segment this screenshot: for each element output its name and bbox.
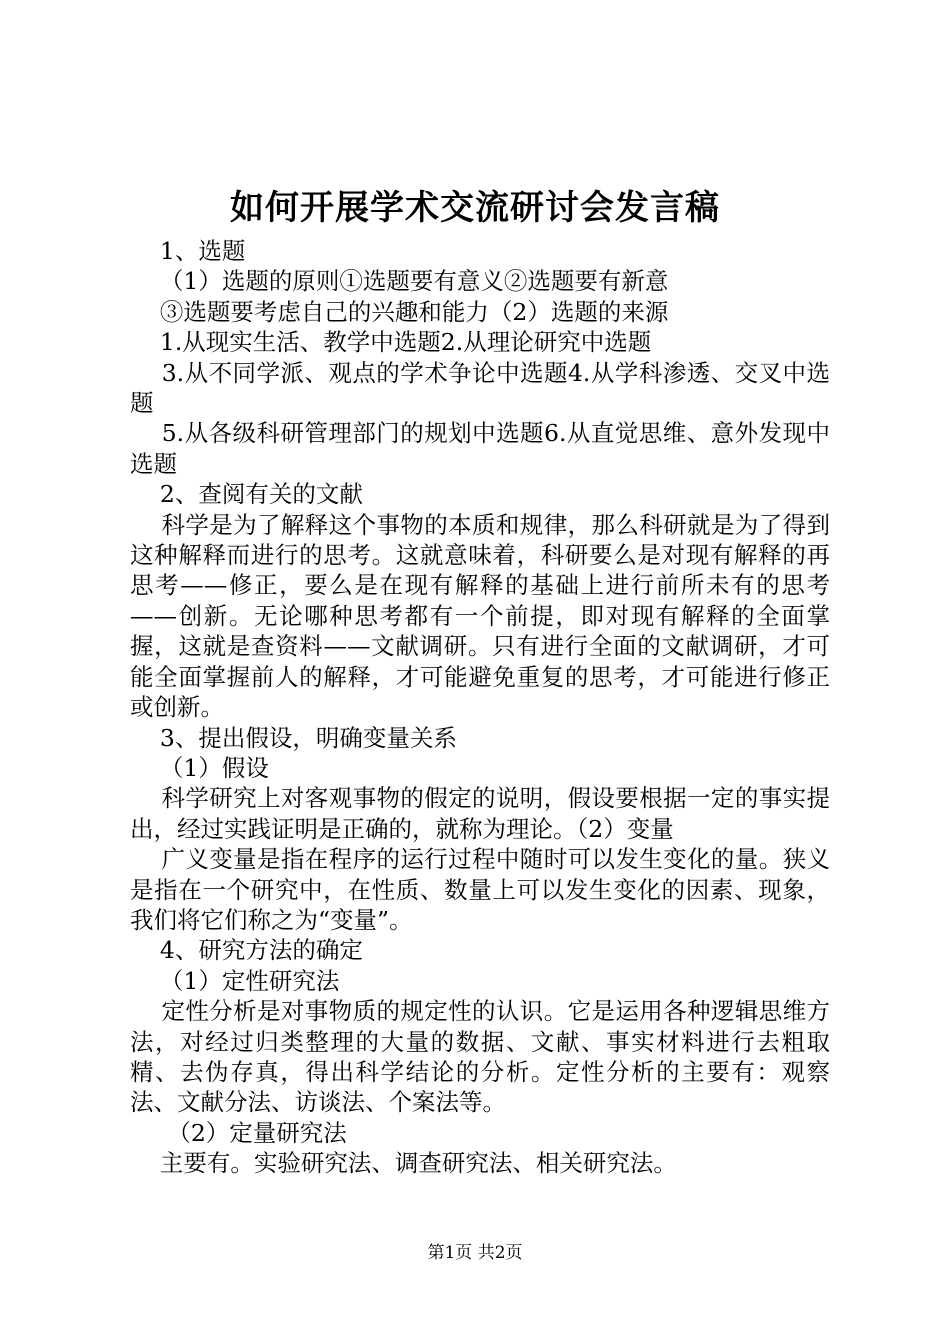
paragraph-4: 1.从现实生活、教学中选题2.从理论研究中选题 bbox=[130, 328, 652, 357]
paragraph-10: （1）假设 bbox=[130, 753, 269, 782]
document-body bbox=[130, 236, 830, 1179]
paragraph-13: 4、研究方法的确定 bbox=[130, 936, 363, 965]
paragraph-2: （1）选题的原则①选题要有意义②选题要有新意 bbox=[130, 267, 669, 296]
paragraph-6: 5.从各级科研管理部门的规划中选题6.从直觉思维、意外发现中选题 bbox=[130, 419, 831, 478]
paragraph-7: 2、查阅有关的文献 bbox=[130, 480, 363, 509]
paragraph-5: 3.从不同学派、观点的学术争论中选题4.从学科渗透、交叉中选题 bbox=[130, 358, 831, 418]
paragraph-11: 科学研究上对客观事物的假定的说明，假设要根据一定的事实提出，经过实践证明是正确的，就称为理论。（2）变量 bbox=[130, 784, 830, 843]
paragraph-15: 定性分析是对事物质的规定性的认识。它是运用各种逻辑思维方法，对经过归类整理的大量的数据、文献、事实材料进行去粗取精、去伪存真，得出科学结论的分析。定性分析的主要有：观察法、文献分法、访谈法、个案法等。 bbox=[130, 997, 830, 1117]
paragraph-9: 3、提出假设，明确变量关系 bbox=[130, 723, 457, 752]
document-title: 如何开展学术交流研讨会发言稿 bbox=[230, 188, 720, 228]
paragraph-12: 广义变量是指在程序的运行过程中随时可以发生变化的量。狭义是指在一个研究中，在性质、数量上可以发生变化的因素、现象，我们将它们称之为“变量”。 bbox=[130, 845, 830, 934]
paragraph-14: （1）定性研究法 bbox=[130, 966, 340, 995]
paragraph-8: 科学是为了解释这个事物的本质和规律，那么科研就是为了得到这种解释而进行的思考。这就意味着，科研要么是对现有解释的再思考——修正，要么是在现有解释的基础上进行前所未有的思考——创新。无论哪种思考都有一个前提，即对现有解释的全面掌握，这就是查资料——文献调研。只有进行全面的文献调研，才可能全面掌握前人的解释，才可能避免重复的思考，才可能进行修正或创新。 bbox=[130, 510, 830, 722]
paragraph-17: 主要有。实验研究法、调查研究法、相关研究法。 bbox=[130, 1149, 677, 1178]
paragraph-3: ③选题要考虑自己的兴趣和能力（2）选题的来源 bbox=[130, 297, 669, 326]
paragraph-16: （2）定量研究法 bbox=[130, 1118, 347, 1147]
paragraph-1: 1、选题 bbox=[130, 237, 246, 265]
page-footer: 第1页 共2页 bbox=[427, 1243, 523, 1263]
